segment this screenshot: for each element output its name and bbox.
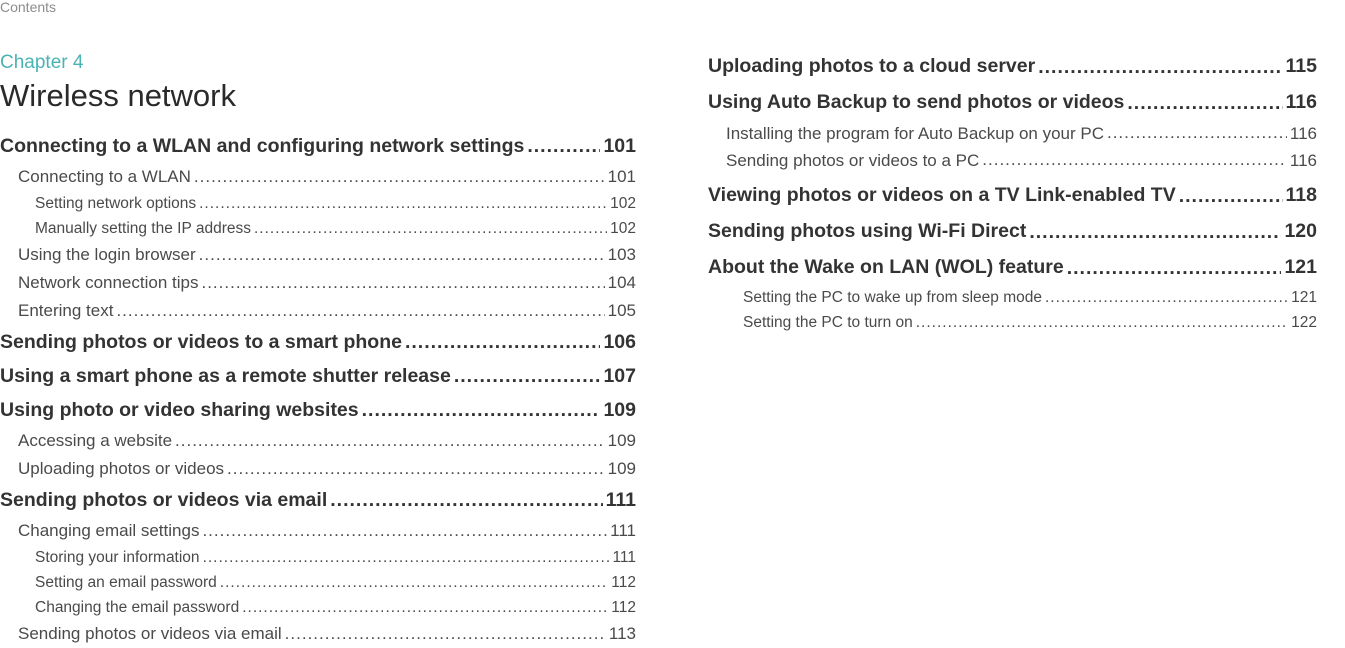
toc-entry[interactable] xyxy=(708,249,1317,285)
toc-entry-page: 103 xyxy=(607,245,636,264)
toc-entry-page: 105 xyxy=(607,301,636,320)
toc-dot-leader xyxy=(454,359,601,393)
toc-entry-title: Sending photos or videos to a PC xyxy=(726,151,980,170)
toc-entry-page: 102 xyxy=(610,220,636,237)
toc-entry-title: Entering text xyxy=(18,301,114,320)
toc-dot-leader xyxy=(1045,285,1288,310)
toc-entry[interactable] xyxy=(708,177,1317,213)
toc-dot-leader xyxy=(916,310,1288,335)
toc-entry-title: About the Wake on LAN (WOL) feature xyxy=(708,256,1064,278)
toc-dot-leader xyxy=(1107,120,1287,147)
toc-entry-page: 115 xyxy=(1285,55,1317,77)
toc-entry[interactable] xyxy=(708,285,1317,310)
toc-dot-leader xyxy=(227,455,605,483)
toc-entry[interactable] xyxy=(708,48,1317,84)
toc-entry[interactable] xyxy=(0,129,636,163)
toc-entry-page: 116 xyxy=(1289,151,1317,170)
toc-entry[interactable] xyxy=(0,455,636,483)
toc-dot-leader xyxy=(199,191,607,216)
chapter-number: Chapter 4 xyxy=(0,52,84,73)
toc-entry-page: 121 xyxy=(1291,289,1317,306)
toc-dot-leader xyxy=(1127,84,1282,120)
toc-entry[interactable] xyxy=(708,120,1317,147)
toc-entry-title: Changing email settings xyxy=(18,521,200,540)
toc-entry[interactable] xyxy=(0,269,636,297)
toc-dot-leader xyxy=(1029,213,1281,249)
toc-dot-leader xyxy=(1067,249,1282,285)
toc-dot-leader xyxy=(220,570,608,595)
toc-dot-leader xyxy=(285,620,606,648)
toc-dot-leader xyxy=(405,325,601,359)
toc-entry-page: 121 xyxy=(1284,256,1317,278)
toc-dot-leader xyxy=(175,427,605,455)
toc-entry-title: Storing your information xyxy=(35,549,200,566)
toc-dot-leader xyxy=(194,163,605,191)
toc-entry-page: 109 xyxy=(607,431,636,450)
toc-entry-title: Using photo or video sharing websites xyxy=(0,399,359,421)
toc-entry-title: Uploading photos to a cloud server xyxy=(708,55,1036,77)
toc-entry[interactable] xyxy=(708,147,1317,174)
toc-dot-leader xyxy=(201,269,604,297)
toc-entry-page: 116 xyxy=(1289,124,1317,143)
toc-entry-title: Sending photos or videos via email xyxy=(18,624,282,643)
toc-dot-leader xyxy=(202,517,607,545)
toc-dot-leader xyxy=(116,297,604,325)
toc-entry-title: Setting network options xyxy=(35,195,197,212)
toc-entry-page: 101 xyxy=(607,167,636,186)
toc-entry-title: Using a smart phone as a remote shutter release xyxy=(0,365,451,387)
toc-entry-title: Network connection tips xyxy=(18,273,199,292)
toc-entry-title: Changing the email password xyxy=(35,599,240,616)
toc-entry-page: 122 xyxy=(1291,314,1317,331)
toc-entry-page: 104 xyxy=(607,273,636,292)
toc-entry-title: Setting the PC to wake up from sleep mode xyxy=(743,289,1042,306)
toc-entry-title: Setting an email password xyxy=(35,574,217,591)
toc-entry-page: 111 xyxy=(610,521,636,540)
toc-entry-page: 111 xyxy=(605,489,636,511)
toc-dot-leader xyxy=(982,147,1287,174)
toc-entry-title: Manually setting the IP address xyxy=(35,220,251,237)
toc-entry[interactable] xyxy=(0,216,636,241)
toc-entry-title: Accessing a website xyxy=(18,431,173,450)
toc-dot-leader xyxy=(527,129,600,163)
toc-entry-title: Sending photos or videos via email xyxy=(0,489,328,511)
toc-entry-title: Installing the program for Auto Backup on your PC xyxy=(726,124,1104,143)
toc-dot-leader xyxy=(199,241,605,269)
toc-dot-leader xyxy=(1038,48,1282,84)
toc-entry[interactable] xyxy=(0,393,636,427)
toc-list-right xyxy=(708,48,1317,335)
toc-left-column xyxy=(0,50,636,648)
toc-entry-page: 107 xyxy=(603,365,636,387)
toc-entry[interactable] xyxy=(0,483,636,517)
toc-entry-page: 109 xyxy=(607,459,636,478)
toc-entry-page: 109 xyxy=(603,399,636,421)
toc-entry[interactable] xyxy=(0,359,636,393)
toc-entry-title: Sending photos using Wi-Fi Direct xyxy=(708,220,1027,242)
toc-entry[interactable] xyxy=(708,310,1317,335)
toc-entry[interactable] xyxy=(0,241,636,269)
toc-entry-page: 112 xyxy=(611,574,636,591)
toc-entry[interactable] xyxy=(0,570,636,595)
toc-entry-title: Uploading photos or videos xyxy=(18,459,225,478)
toc-entry[interactable] xyxy=(0,545,636,570)
toc-entry-page: 116 xyxy=(1285,91,1317,113)
toc-entry-title: Using the login browser xyxy=(18,245,196,264)
toc-entry[interactable] xyxy=(0,620,636,648)
toc-entry[interactable] xyxy=(708,84,1317,120)
toc-right-column xyxy=(708,48,1317,335)
chapter-title: Wireless network xyxy=(0,78,236,113)
toc-entry[interactable] xyxy=(708,213,1317,249)
toc-entry[interactable] xyxy=(0,191,636,216)
toc-entry-page: 113 xyxy=(608,624,636,643)
toc-entry-title: Setting the PC to turn on xyxy=(743,314,913,331)
toc-entry-page: 112 xyxy=(611,599,636,616)
toc-entry[interactable] xyxy=(0,427,636,455)
toc-entry[interactable] xyxy=(0,595,636,620)
toc-entry-page: 120 xyxy=(1284,220,1317,242)
toc-entry-title: Connecting to a WLAN and configuring network settings xyxy=(0,135,525,157)
toc-entry-page: 101 xyxy=(603,135,636,157)
toc-dot-leader xyxy=(362,393,601,427)
toc-entry-page: 118 xyxy=(1285,184,1317,206)
toc-entry-title: Connecting to a WLAN xyxy=(18,167,191,186)
page-header-label: Contents xyxy=(0,0,57,15)
toc-entry[interactable] xyxy=(0,517,636,545)
toc-entry-title: Viewing photos or videos on a TV Link-enabled TV xyxy=(708,184,1176,206)
toc-dot-leader xyxy=(254,216,607,241)
toc-entry[interactable] xyxy=(0,325,636,359)
toc-entry-title: Sending photos or videos to a smart phone xyxy=(0,331,402,353)
toc-list-left xyxy=(0,129,636,648)
toc-entry-page: 111 xyxy=(612,549,636,566)
toc-entry-page: 102 xyxy=(610,195,636,212)
toc-entry[interactable] xyxy=(0,297,636,325)
toc-entry-title: Using Auto Backup to send photos or videos xyxy=(708,91,1125,113)
toc-dot-leader xyxy=(1179,177,1283,213)
toc-entry[interactable] xyxy=(0,163,636,191)
toc-dot-leader xyxy=(242,595,608,620)
toc-dot-leader xyxy=(203,545,610,570)
toc-dot-leader xyxy=(330,483,602,517)
toc-entry-page: 106 xyxy=(603,331,636,353)
